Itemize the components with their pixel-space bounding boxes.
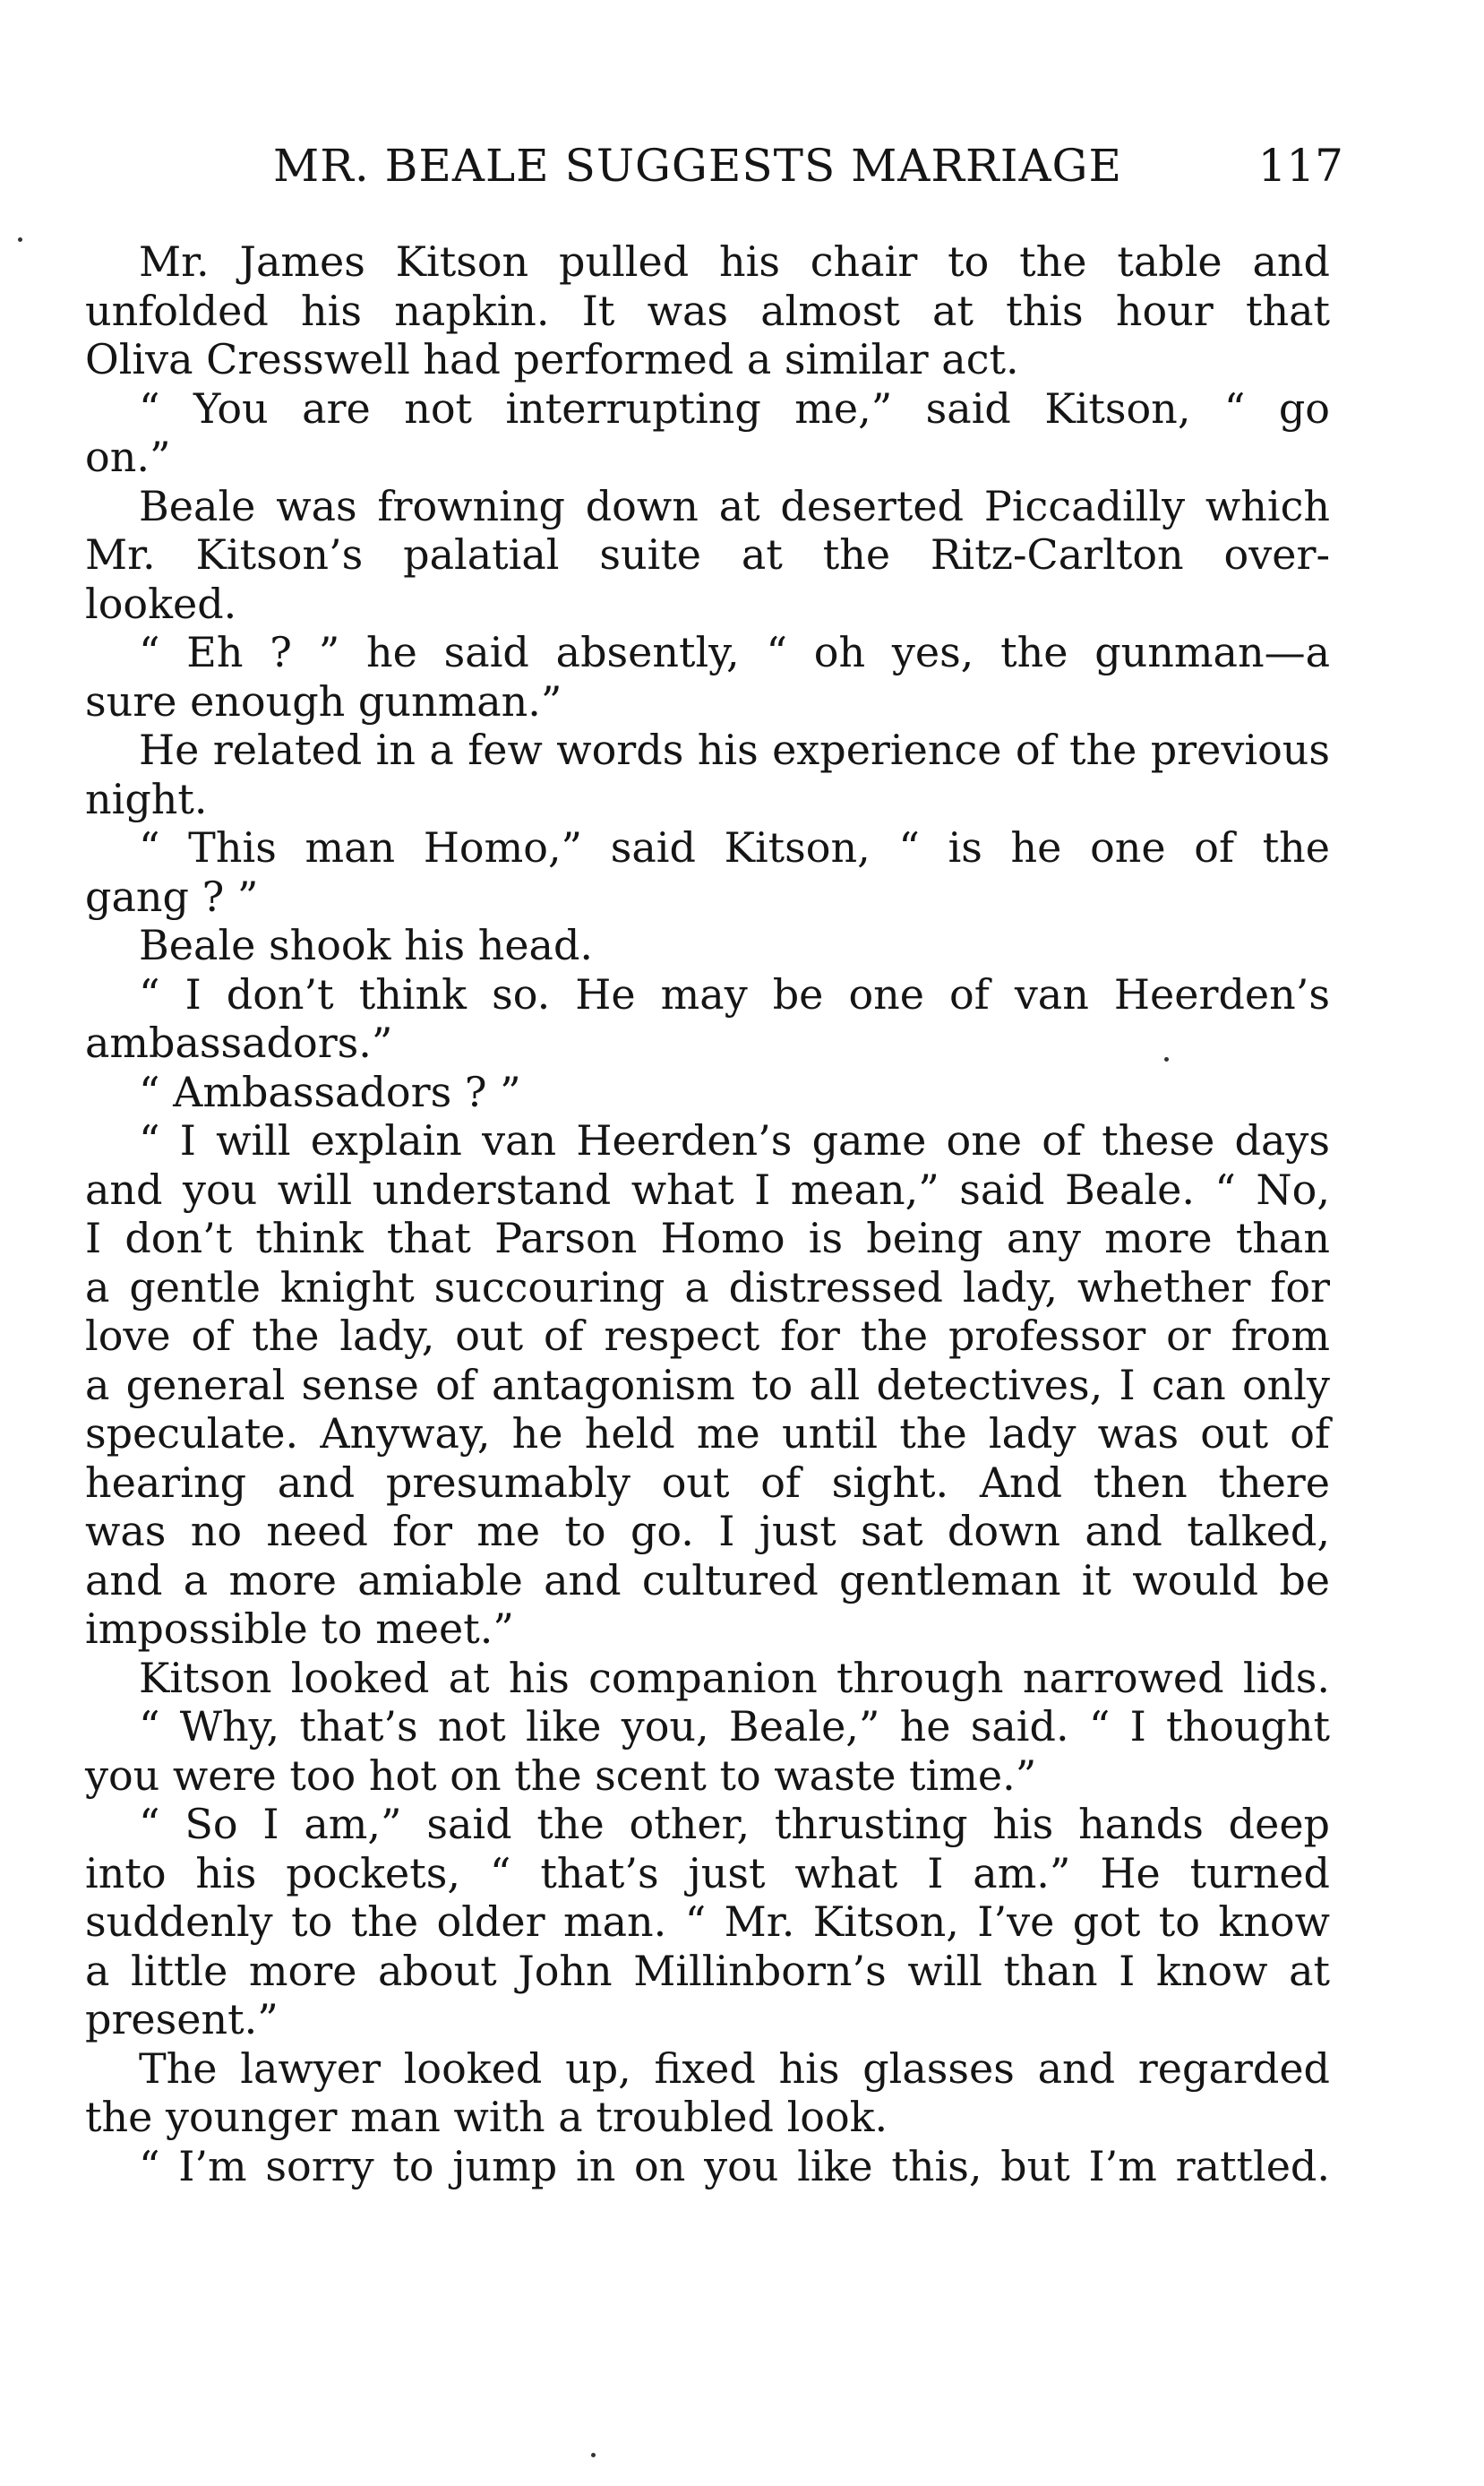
text-line: speculate. Anyway, he held me until the lady was out of [85,1409,1330,1458]
text-line: unfolded his napkin. It was almost at this hour that [85,286,1330,335]
text-line: the younger man with a troubled look. [85,2093,888,2141]
text-line: was no need for me to go. I just sat down and talked, [85,1507,1330,1555]
text-line: Beale was frowning down at deserted Piccadilly which [139,481,1330,530]
text-line: He related in a few words his experience of the previous [139,726,1330,774]
text-line: a little more about John Millinborn’s will than I know at [85,1946,1330,1995]
text-line: “ I’m sorry to jump in on you like this, but I’m rattled. [139,2141,1330,2190]
text-line: on.” [85,433,171,481]
running-head [273,133,1343,204]
text-line: looked. [85,579,237,628]
running-title: MR. BEALE SUGGESTS MARRIAGE [273,140,1122,192]
text-line: The lawyer looked up, fixed his glasses and regarded [139,2043,1330,2093]
text-line: gang ? ” [85,872,259,921]
text-line: “ I will explain van Heerden’s game one of these days [139,1116,1330,1165]
text-line: I don’t think that Parson Homo is being any more than [85,1214,1330,1262]
body-text [85,237,1330,2190]
text-line: “ Eh ? ” he said absently, “ oh yes, the gunman—a [139,628,1330,676]
scan-speck [1164,1057,1169,1062]
text-line: you were too hot on the scent to waste time.” [85,1751,1037,1800]
text-line: night. [85,774,208,823]
text-line: Mr. Kitson’s palatial suite at the Ritz-Carlton over- [85,530,1330,579]
text-line: ambassadors.” [85,1019,393,1067]
text-line: “ Ambassadors ? ” [139,1067,521,1116]
text-line: a general sense of antagonism to all detectives, I can only [85,1360,1330,1409]
text-line: into his pockets, “ that’s just what I am.” He turned [85,1848,1330,1897]
text-line: Oliva Cresswell had performed a similar act. [85,335,1019,383]
text-line: “ You are not interrupting me,” said Kitson, “ go [139,383,1330,433]
text-line: “ So I am,” said the other, thrusting his hands deep [139,1800,1330,1848]
text-line: sure enough gunman.” [85,676,562,726]
text-line: “ Why, that’s not like you, Beale,” he said. “ I thought [139,1702,1330,1751]
text-line: present.” [85,1995,279,2043]
text-line: Beale shook his head. [139,921,594,969]
text-line: and you will understand what I mean,” said Beale. “ No, [85,1165,1330,1214]
text-line: Kitson looked at his companion through narrowed lids. [139,1653,1330,1702]
text-line: a gentle knight succouring a distressed lady, whether for [85,1262,1330,1312]
text-line: “ This man Homo,” said Kitson, “ is he one of the [139,823,1330,872]
text-line: impossible to meet.” [85,1604,514,1653]
scan-speck [18,237,22,242]
text-line: Mr. James Kitson pulled his chair to the table and [139,237,1330,286]
text-line: and a more amiable and cultured gentleman it would be [85,1555,1330,1604]
text-line: suddenly to the older man. “ Mr. Kitson, I’ve got to know [85,1897,1330,1946]
text-line: “ I don’t think so. He may be one of van Heerden’s [139,969,1330,1019]
text-line: love of the lady, out of respect for the professor or from [85,1312,1330,1360]
text-line: hearing and presumably out of sight. And then there [85,1458,1330,1507]
page-number: 117 [1257,140,1343,192]
scan-speck [591,2453,596,2457]
